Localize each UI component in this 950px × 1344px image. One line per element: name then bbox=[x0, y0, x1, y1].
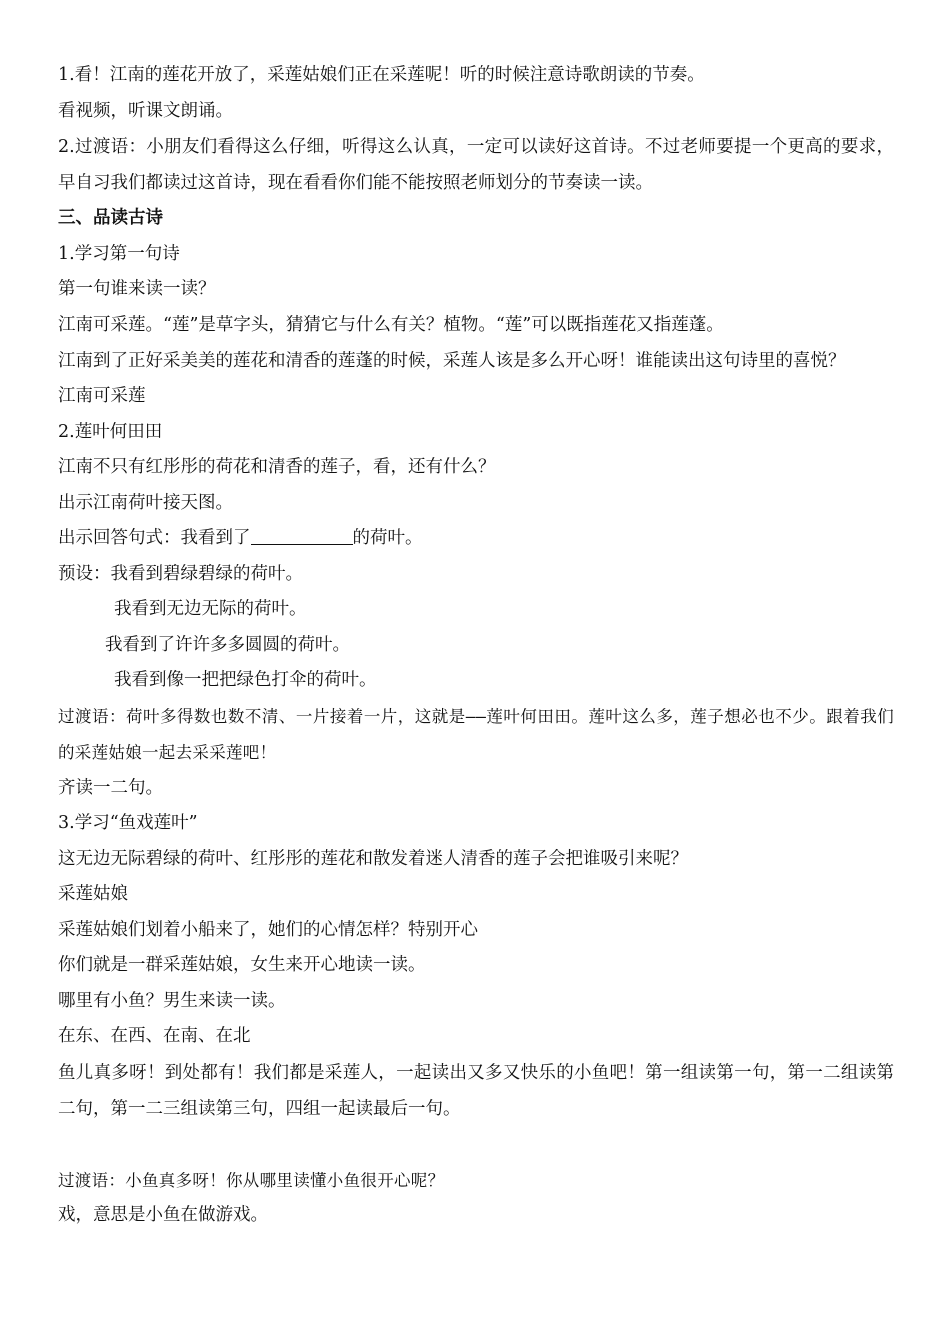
text-line: 第一句谁来读一读？ bbox=[58, 279, 216, 299]
text-line: 你们就是一群采莲姑娘，女生来开心地读一读。 bbox=[58, 955, 426, 975]
answer-pattern-line bbox=[58, 521, 894, 557]
text-line: 哪里有小鱼？男生来读一读。 bbox=[58, 990, 286, 1011]
text-line: 1.学习第一句诗 bbox=[58, 243, 180, 264]
text-line: 1.看！江南的莲花开放了，采莲姑娘们正在采莲呢！听的时候注意诗歌朗读的节奏。 bbox=[58, 65, 705, 85]
text-line: 我看到像一把把绿色打伞的荷叶。 bbox=[114, 670, 377, 690]
text-line: 3.学习“鱼戏莲叶” bbox=[58, 813, 198, 833]
text-line: 在东、在西、在南、在北 bbox=[58, 1026, 251, 1046]
document-page bbox=[58, 58, 894, 1234]
text-paragraph: 鱼儿真多呀！到处都有！我们都是采莲人，一起读出又多又快乐的小鱼吧！第一组读第一句，第一二组读第二句，第一二三组读第三句，四组一起读最后一句。 bbox=[58, 1062, 894, 1119]
text-line: 2.莲叶何田田 bbox=[58, 421, 163, 442]
text-paragraph: 2.过渡语：小朋友们看得这么仔细，听得这么认真，一定可以读好这首诗。不过老师要提一个更高的要求，早自习我们都读过这首诗，现在看看你们能不能按照老师划分的节奏读一读。 bbox=[58, 137, 894, 193]
section-heading: 三、品读古诗 bbox=[58, 208, 163, 228]
text-line: 采莲姑娘们划着小船来了，她们的心情怎样？特别开心 bbox=[58, 919, 478, 940]
text-line: 预设：我看到碧绿碧绿的荷叶。 bbox=[58, 563, 303, 584]
text-line: 戏，意思是小鱼在做游戏。 bbox=[58, 1205, 268, 1225]
blank-line bbox=[58, 1127, 894, 1163]
text-line: 我看到无边无际的荷叶。 bbox=[114, 599, 307, 619]
transition-paragraph: 过渡语：荷叶多得数也数不清、一片接着一片，这就是——莲叶何田田。莲叶这么多，莲子想必也不少。跟着我们的采莲姑娘一起去采采莲吧！ bbox=[58, 706, 894, 762]
text-line: 江南不只有红彤彤的荷花和清香的莲子，看，还有什么？ bbox=[58, 457, 496, 477]
transition-line: 过渡语：小鱼真多呀！你从哪里读懂小鱼很开心呢？ bbox=[58, 1170, 445, 1190]
text-line: 采莲姑娘 bbox=[58, 884, 128, 904]
text-paragraph: 江南到了正好采美美的莲花和清香的莲蓬的时候，采莲人该是多么开心呀！谁能读出这句诗里的喜悦？ bbox=[58, 351, 846, 371]
text-line: 江南可采莲 bbox=[58, 386, 146, 406]
fill-in-blank bbox=[251, 526, 353, 545]
text-line: 江南可采莲。“莲”是草字头，猜猜它与什么有关？植物。“莲”可以既指莲花又指莲蓬。 bbox=[58, 314, 724, 335]
text-line: 出示江南荷叶接天图。 bbox=[58, 492, 233, 513]
text-line: 这无边无际碧绿的荷叶、红彤彤的莲花和散发着迷人清香的莲子会把谁吸引来呢？ bbox=[58, 848, 688, 869]
text-line: 看视频，听课文朗诵。 bbox=[58, 100, 233, 121]
text-line: 我看到了许许多多圆圆的荷叶。 bbox=[105, 634, 350, 655]
answer-pattern-prefix: 出示回答句式：我看到了 bbox=[58, 528, 251, 548]
text-line: 齐读一二句。 bbox=[58, 777, 163, 798]
answer-pattern-suffix: 的荷叶。 bbox=[352, 528, 423, 548]
